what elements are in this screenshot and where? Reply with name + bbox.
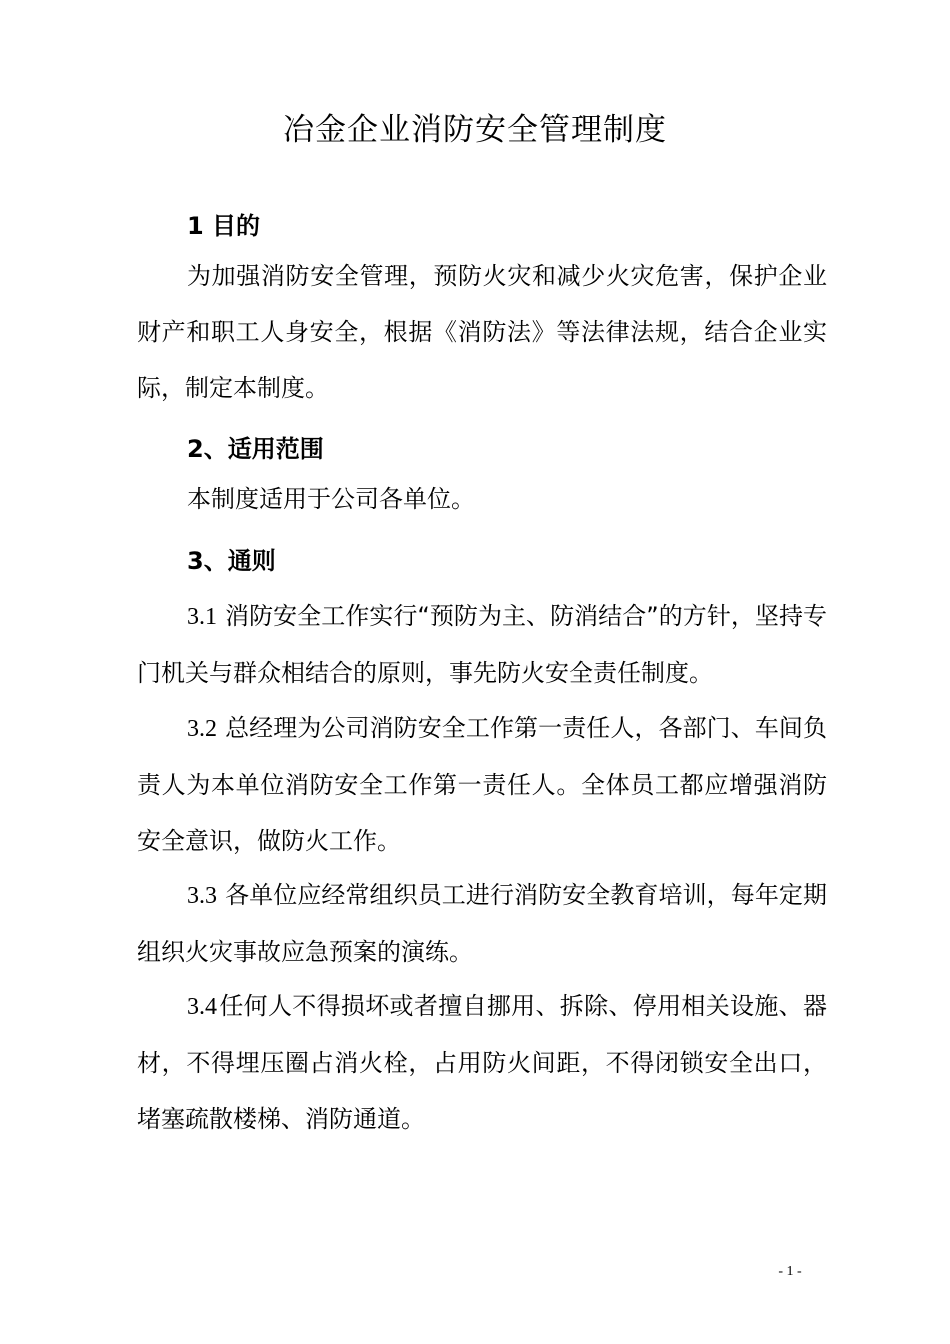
clause-number: 3.4 <box>187 994 217 1020</box>
clause-number: 3.1 <box>187 604 217 630</box>
clause-text: 任何人不得损坏或者擅自挪用、拆除、停用相关设施、器材，不得埋压圈占消火栓，占用防火间距，不得闭锁安全出口，堵塞疏散楼梯、消防通道。 <box>137 992 827 1133</box>
section-heading-general: 3、通则 <box>187 547 276 575</box>
purpose-paragraph: 为加强消防安全管理，预防火灾和减少火灾危害，保护企业财产和职工人身安全，根据《消防法》等法律法规，结合企业实际，制定本制度。 <box>137 262 827 402</box>
section-heading-purpose: 1 目的 <box>187 212 261 240</box>
clause-3-3 <box>137 867 827 980</box>
scope-paragraph: 本制度适用于公司各单位。 <box>187 485 475 513</box>
page-number: - 1 - <box>778 1264 802 1279</box>
clause-3-4 <box>137 978 827 1147</box>
clause-text: 消防安全工作实行“预防为主、防消结合”的方针，坚持专门机关与群众相结合的原则，事先防火安全责任制度。 <box>137 602 827 687</box>
clause-3-1 <box>137 588 827 701</box>
clause-text: 总经理为公司消防安全工作第一责任人，各部门、车间负责人为本单位消防安全工作第一责任人。全体员工都应增强消防安全意识，做防火工作。 <box>137 714 827 855</box>
clause-number: 3.2 <box>187 716 217 742</box>
clause-text: 各单位应经常组织员工进行消防安全教育培训，每年定期组织火灾事故应急预案的演练。 <box>137 881 827 966</box>
clause-3-2 <box>137 700 827 869</box>
document-title: 冶金企业消防安全管理制度 <box>283 112 667 148</box>
clause-number: 3.3 <box>187 883 217 909</box>
section-heading-scope: 2、适用范围 <box>187 435 324 463</box>
